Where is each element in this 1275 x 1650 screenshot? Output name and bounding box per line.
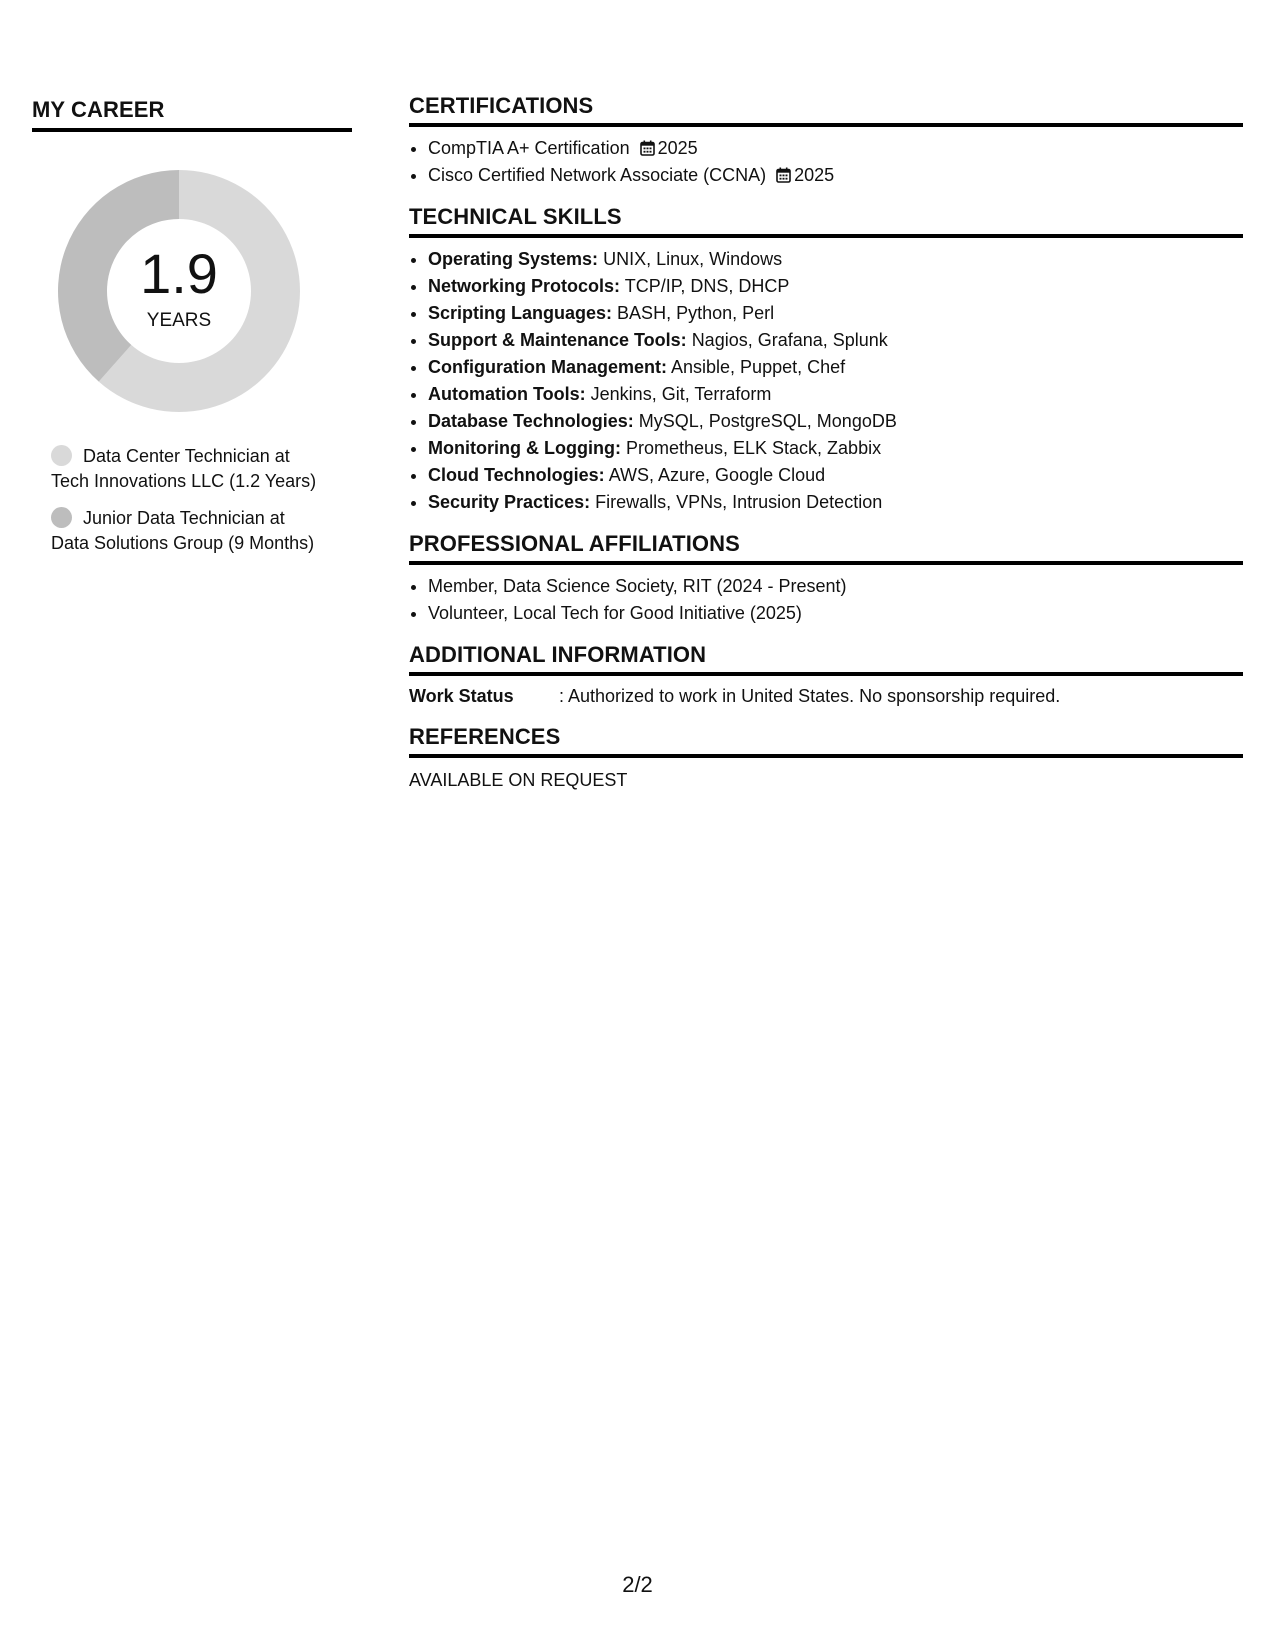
legend-label-line2: Tech Innovations LLC (1.2 Years) [51,471,317,491]
skill-category: Database Technologies: [428,411,634,431]
certification-year: 2025 [657,138,698,158]
affiliations-section [409,530,1243,627]
calendar-icon [776,167,791,183]
skill-item [428,462,1243,489]
skill-item [428,489,1243,516]
career-donut-chart [54,166,304,416]
skill-item [428,327,1243,354]
skill-value: Ansible, Puppet, Chef [671,357,846,377]
legend-label-line2: Data Solutions Group (9 Months) [51,533,315,553]
total-years-unit: YEARS [146,310,212,331]
certification-item [428,162,1243,189]
skill-category: Security Practices: [428,492,591,512]
skill-value: Nagios, Grafana, Splunk [691,330,888,350]
skill-value: Jenkins, Git, Terraform [590,384,772,404]
technical-skills-section [409,203,1243,516]
skill-category: Automation Tools: [428,384,586,404]
skill-category: Operating Systems: [428,249,599,269]
skill-item [428,273,1243,300]
skill-item [428,381,1243,408]
skill-category: Support & Maintenance Tools: [428,330,687,350]
skill-category: Cloud Technologies: [428,465,605,485]
skill-value: UNIX, Linux, Windows [603,249,783,269]
skill-value: Firewalls, VPNs, Intrusion Detection [595,492,883,512]
skill-category: Networking Protocols: [428,276,621,296]
certification-year: 2025 [794,165,835,185]
references-text: AVAILABLE ON REQUEST [409,770,628,790]
affiliations-title: PROFESSIONAL AFFILIATIONS [409,530,1243,565]
references-title: REFERENCES [409,723,1243,758]
references-section [409,723,1243,793]
certifications-section [409,92,1243,189]
skill-value: BASH, Python, Perl [617,303,775,323]
legend-item [51,444,352,494]
skill-category: Monitoring & Logging: [428,438,621,458]
certification-name: Cisco Certified Network Associate (CCNA) [428,165,767,185]
skill-value: AWS, Azure, Google Cloud [608,465,826,485]
skill-item [428,435,1243,462]
legend-label: Junior Data Technician at [83,508,285,528]
page-number: 2/2 [622,1572,653,1597]
skill-category: Scripting Languages: [428,303,613,323]
skill-item [428,408,1243,435]
certification-item [428,135,1243,162]
career-column [32,96,352,568]
affiliation-item: • Volunteer, Local Tech for Good Initiative (2025) [428,600,1243,627]
skill-value: TCP/IP, DNS, DHCP [624,276,790,296]
work-status-label: Work Status [409,686,514,706]
skill-item [428,354,1243,381]
technical-skills-title: TECHNICAL SKILLS [409,203,1243,238]
legend-dot-icon [51,507,72,528]
certification-year-wrap [640,138,698,158]
work-status-value: : Authorized to work in United States. No sponsorship required. [559,686,1061,706]
skill-value: Prometheus, ELK Stack, Zabbix [625,438,882,458]
skill-item [428,300,1243,327]
additional-info-title: ADDITIONAL INFORMATION [409,641,1243,676]
certifications-title: CERTIFICATIONS [409,92,1243,127]
career-section-title: MY CAREER [32,96,352,132]
legend-item [51,506,352,556]
career-legend [51,444,352,556]
additional-info-section [409,641,1243,709]
technical-skills-list [409,246,1243,516]
certification-name: CompTIA A+ Certification [428,138,630,158]
total-years-value: 1.9 [140,242,218,305]
work-status-row [409,683,1243,709]
affiliation-item: • Member, Data Science Society, RIT (2024 - Present) [428,573,1243,600]
legend-dot-icon [51,445,72,466]
affiliations-list [409,573,1243,627]
certification-year-wrap [776,165,834,185]
calendar-icon [640,140,655,156]
certifications-list [409,135,1243,189]
skill-item [428,246,1243,273]
skill-value: MySQL, PostgreSQL, MongoDB [638,411,897,431]
skill-category: Configuration Management: [428,357,667,377]
donut-center [54,166,304,416]
main-column [409,92,1243,807]
legend-label: Data Center Technician at [83,446,290,466]
